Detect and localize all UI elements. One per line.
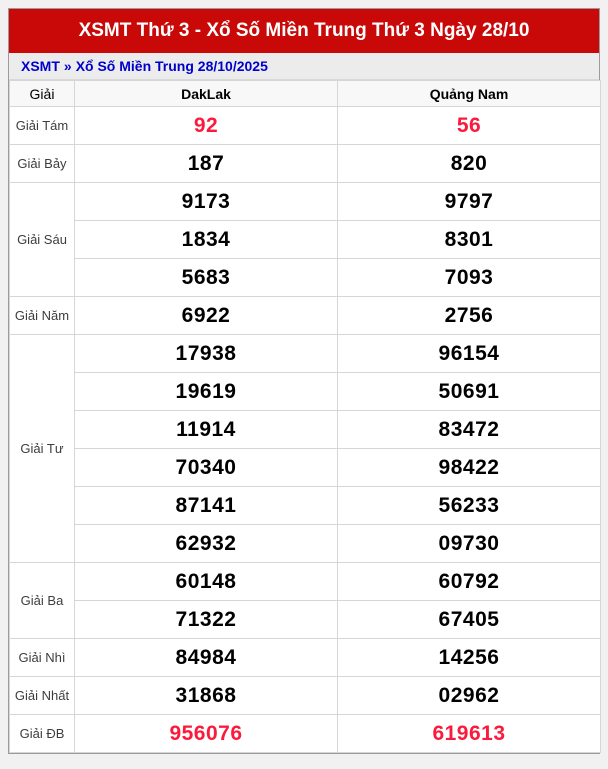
page-title: XSMT Thứ 3 - Xổ Số Miền Trung Thứ 3 Ngày 28/10 xyxy=(78,20,530,41)
prize-row xyxy=(10,639,601,677)
prize-number: 820 xyxy=(338,145,601,183)
results-container xyxy=(8,8,600,754)
prize-row xyxy=(10,373,601,411)
prize-number: 5683 xyxy=(75,259,338,297)
column-header-quangnam: Quảng Nam xyxy=(338,81,601,107)
prize-row xyxy=(10,487,601,525)
prize-row xyxy=(10,259,601,297)
prize-number: 7093 xyxy=(338,259,601,297)
prize-number: 02962 xyxy=(338,677,601,715)
prize-number: 62932 xyxy=(75,525,338,563)
prize-label: Giải Tám xyxy=(10,107,75,145)
prize-number: 87141 xyxy=(75,487,338,525)
prize-number: 70340 xyxy=(75,449,338,487)
prize-number: 14256 xyxy=(338,639,601,677)
prize-number: 56233 xyxy=(338,487,601,525)
prize-label: Giải Năm xyxy=(10,297,75,335)
prize-number: 9797 xyxy=(338,183,601,221)
prize-number: 83472 xyxy=(338,411,601,449)
prize-number: 9173 xyxy=(75,183,338,221)
results-body xyxy=(10,107,601,753)
prize-number: 2756 xyxy=(338,297,601,335)
breadcrumb-home-link[interactable]: XSMT xyxy=(21,58,60,74)
prize-number: 8301 xyxy=(338,221,601,259)
prize-number: 11914 xyxy=(75,411,338,449)
breadcrumb-current-link[interactable]: Xổ Số Miền Trung 28/10/2025 xyxy=(75,58,268,74)
prize-label: Giải Tư xyxy=(10,335,75,563)
prize-number: 19619 xyxy=(75,373,338,411)
prize-number: 619613 xyxy=(338,715,601,753)
prize-row xyxy=(10,601,601,639)
prize-row xyxy=(10,107,601,145)
prize-number: 1834 xyxy=(75,221,338,259)
prize-number: 60148 xyxy=(75,563,338,601)
column-header-prize: Giải xyxy=(10,81,75,107)
prize-number: 71322 xyxy=(75,601,338,639)
breadcrumb-separator: » xyxy=(63,58,72,74)
lottery-results-table xyxy=(9,80,601,753)
prize-label: Giải Bảy xyxy=(10,145,75,183)
prize-label: Giải Ba xyxy=(10,563,75,639)
page-title-banner xyxy=(9,9,599,53)
prize-number: 56 xyxy=(338,107,601,145)
prize-row xyxy=(10,145,601,183)
prize-number: 187 xyxy=(75,145,338,183)
prize-row xyxy=(10,411,601,449)
prize-number: 60792 xyxy=(338,563,601,601)
prize-label: Giải ĐB xyxy=(10,715,75,753)
prize-row xyxy=(10,715,601,753)
prize-number: 09730 xyxy=(338,525,601,563)
prize-label: Giải Sáu xyxy=(10,183,75,297)
prize-number: 84984 xyxy=(75,639,338,677)
prize-row xyxy=(10,221,601,259)
prize-number: 956076 xyxy=(75,715,338,753)
prize-number: 6922 xyxy=(75,297,338,335)
prize-label: Giải Nhất xyxy=(10,677,75,715)
prize-number: 92 xyxy=(75,107,338,145)
prize-number: 50691 xyxy=(338,373,601,411)
prize-number: 31868 xyxy=(75,677,338,715)
prize-row xyxy=(10,563,601,601)
prize-number: 98422 xyxy=(338,449,601,487)
prize-number: 67405 xyxy=(338,601,601,639)
prize-row xyxy=(10,677,601,715)
prize-number: 17938 xyxy=(75,335,338,373)
column-header-daklak: DakLak xyxy=(75,81,338,107)
table-header-row xyxy=(10,81,601,107)
prize-row xyxy=(10,525,601,563)
prize-row xyxy=(10,297,601,335)
prize-row xyxy=(10,335,601,373)
prize-row xyxy=(10,183,601,221)
prize-row xyxy=(10,449,601,487)
prize-number: 96154 xyxy=(338,335,601,373)
prize-label: Giải Nhì xyxy=(10,639,75,677)
breadcrumb xyxy=(9,53,599,80)
